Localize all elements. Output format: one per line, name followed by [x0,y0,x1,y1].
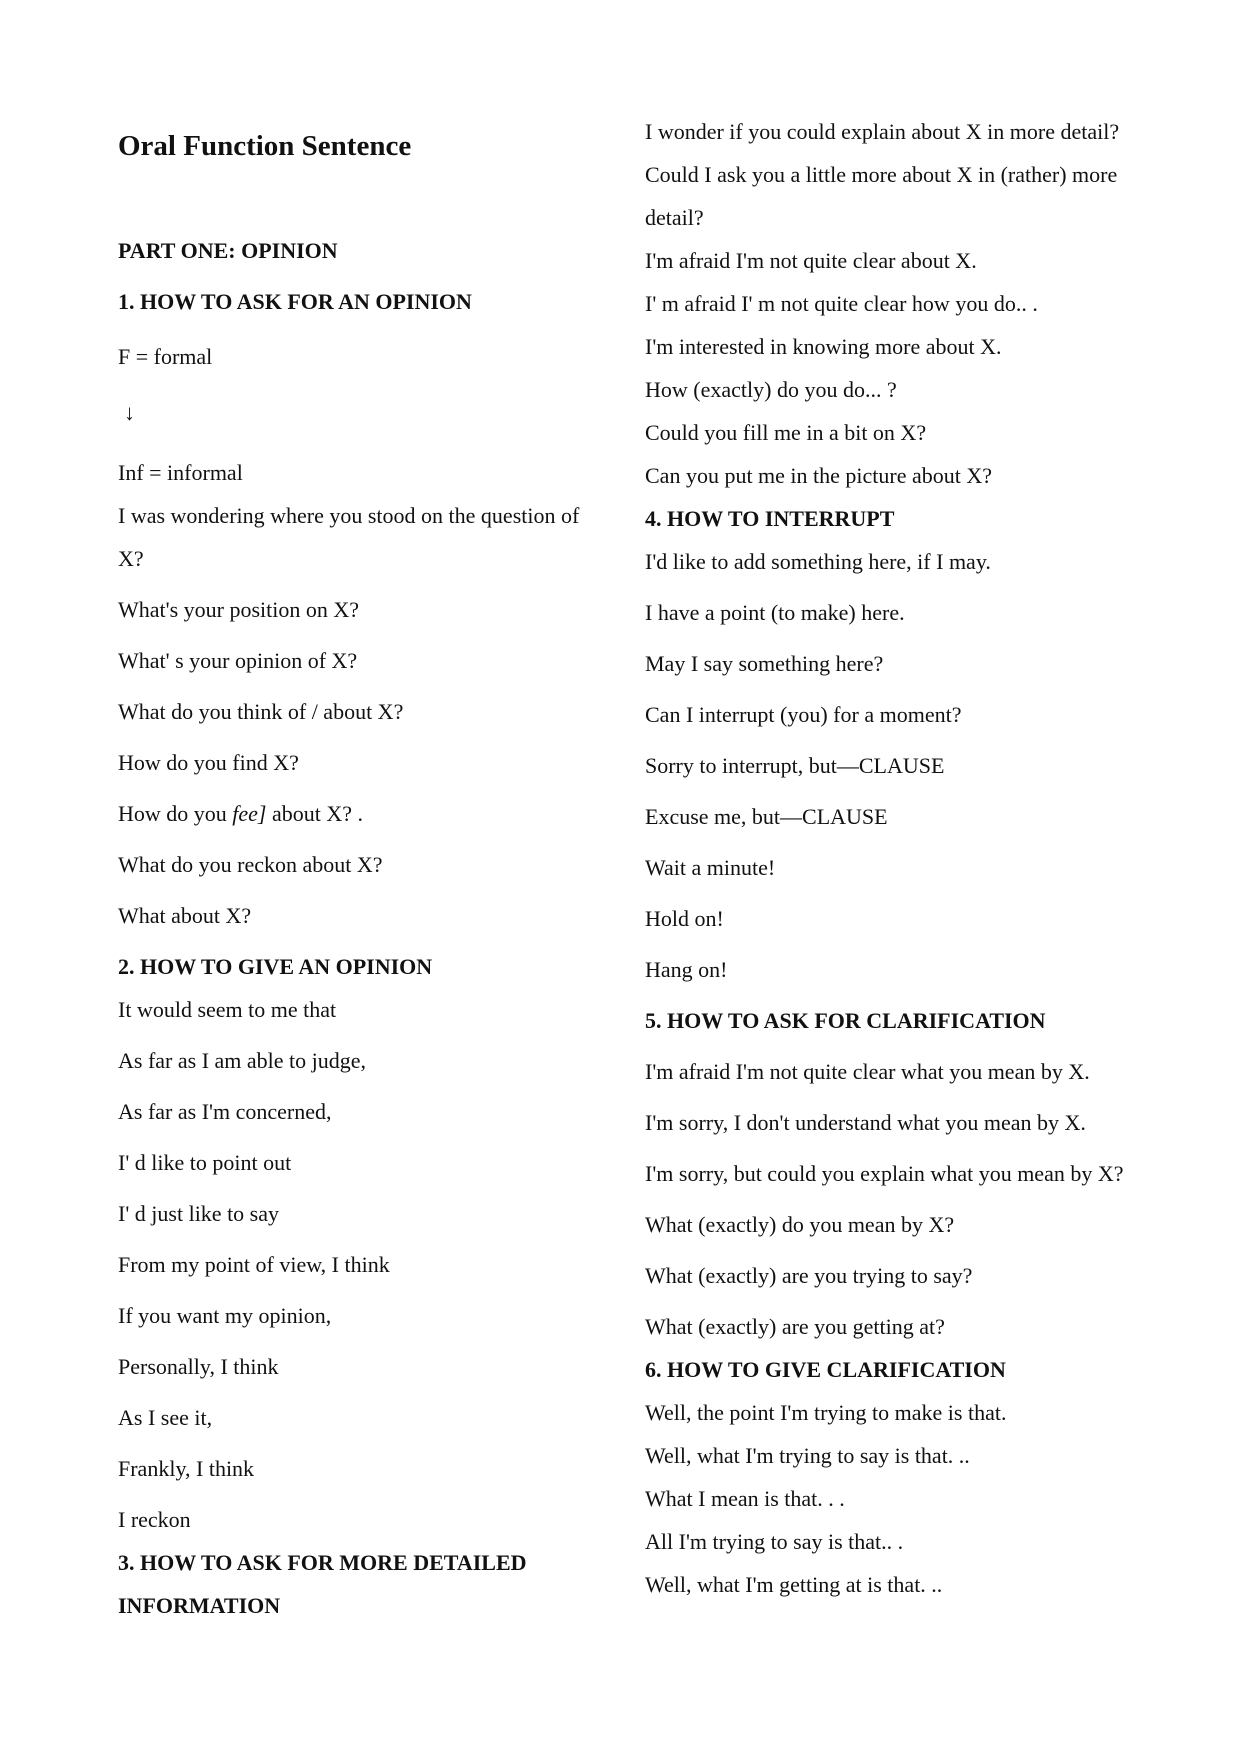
list-item: I' d just like to say [118,1201,280,1226]
list-item: Hang on! [645,957,728,982]
down-arrow-icon: ↓ [124,400,135,425]
list-item: Excuse me, but—CLAUSE [645,804,888,829]
list-item: It would seem to me that [118,997,337,1022]
section-3-heading: 3. HOW TO ASK FOR MORE DETAILED [118,1550,527,1575]
list-item: I' m afraid I' m not quite clear how you do.. . [645,291,1038,316]
list-item: How (exactly) do you do... ? [645,377,897,402]
formal-label: F = formal [118,344,213,369]
list-item: Sorry to interrupt, but—CLAUSE [645,753,945,778]
part-one-heading: PART ONE: OPINION [118,238,338,263]
list-item: From my point of view, I think [118,1252,390,1277]
list-item: What I mean is that. . . [645,1486,845,1511]
list-item: I'm afraid I'm not quite clear what you mean by X. [645,1059,1090,1084]
list-item: What about X? [118,903,252,928]
list-item: How do you find X? [118,750,299,775]
list-item: I was wondering where you stood on the question of [118,503,580,528]
list-item: I reckon [118,1507,191,1532]
list-item: As I see it, [118,1405,213,1430]
list-item: I'd like to add something here, if I may. [645,549,991,574]
list-item: I'm sorry, but could you explain what you mean by X? [645,1161,1124,1186]
list-item: X? [118,546,144,571]
section-2-heading: 2. HOW TO GIVE AN OPINION [118,954,433,979]
list-item: Personally, I think [118,1354,279,1379]
list-item: What (exactly) do you mean by X? [645,1212,955,1237]
list-item: I wonder if you could explain about X in more detail? [645,119,1120,144]
list-item: As far as I'm concerned, [118,1099,332,1124]
list-item: Frankly, I think [118,1456,255,1481]
list-item: Could you fill me in a bit on X? [645,420,927,445]
list-item: Wait a minute! [645,855,776,880]
page-title: Oral Function Sentence [118,130,412,162]
list-item: Well, the point I'm trying to make is that. [645,1400,1007,1425]
section-4-heading: 4. HOW TO INTERRUPT [645,506,895,531]
list-item: I have a point (to make) here. [645,600,905,625]
list-item: Can you put me in the picture about X? [645,463,993,488]
list-item: How do you fee] about X? . [118,801,364,826]
section-3-heading-cont: INFORMATION [118,1593,281,1618]
list-item: What's your position on X? [118,597,360,622]
list-item: Could I ask you a little more about X in (rather) more [645,162,1118,187]
section-6-heading: 6. HOW TO GIVE CLARIFICATION [645,1357,1006,1382]
list-item: What (exactly) are you getting at? [645,1314,945,1339]
list-item: Well, what I'm getting at is that. .. [645,1572,943,1597]
list-item: What do you think of / about X? [118,699,404,724]
list-item: I'm afraid I'm not quite clear about X. [645,248,977,273]
list-item: What (exactly) are you trying to say? [645,1263,973,1288]
section-1-heading: 1. HOW TO ASK FOR AN OPINION [118,289,472,314]
list-item: May I say something here? [645,651,884,676]
informal-label: Inf = informal [118,460,243,485]
list-item: As far as I am able to judge, [118,1048,367,1073]
list-item: I'm sorry, I don't understand what you mean by X. [645,1110,1086,1135]
list-item: Hold on! [645,906,724,931]
list-item: What do you reckon about X? [118,852,383,877]
list-item: If you want my opinion, [118,1303,332,1328]
list-item: What' s your opinion of X? [118,648,358,673]
list-item: I' d like to point out [118,1150,292,1175]
list-item: Can I interrupt (you) for a moment? [645,702,962,727]
list-item: All I'm trying to say is that.. . [645,1529,904,1554]
list-item: I'm interested in knowing more about X. [645,334,1002,359]
list-item: detail? [645,205,704,230]
list-item: Well, what I'm trying to say is that. .. [645,1443,970,1468]
section-5-heading: 5. HOW TO ASK FOR CLARIFICATION [645,1008,1046,1033]
